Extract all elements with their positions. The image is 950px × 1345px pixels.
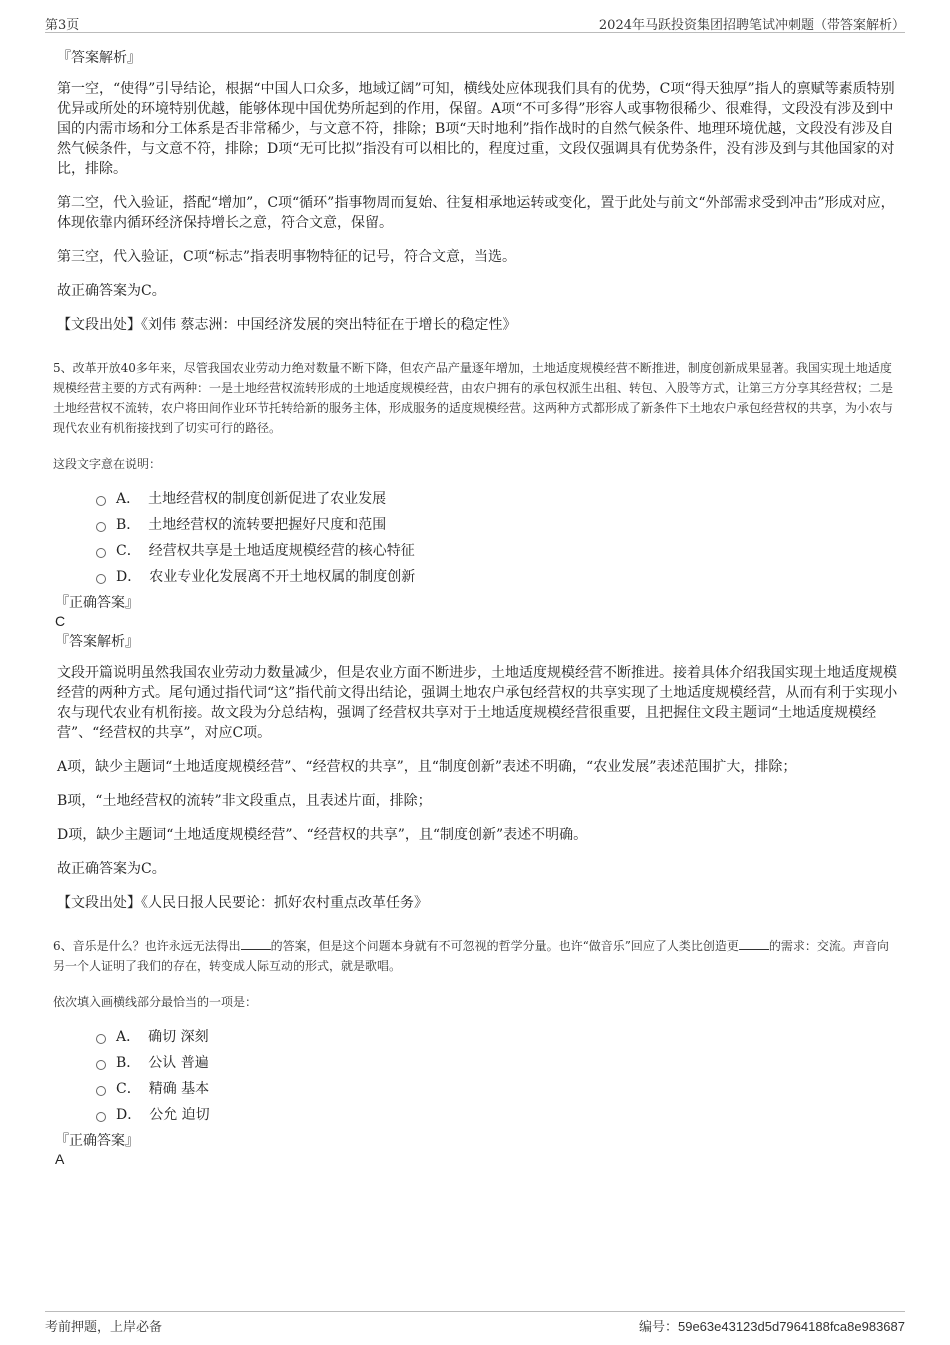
document-title: 2024年马跃投资集团招聘笔试冲刺题（带答案解析） — [598, 18, 905, 33]
code-label: 编号： — [638, 1320, 678, 1335]
fill-blank — [739, 937, 769, 950]
option-text: 经营权共享是土地适度规模经营的核心特征 — [148, 543, 415, 559]
radio-button[interactable] — [96, 1034, 106, 1044]
q4-conclusion: 故正确答案为C。 — [57, 283, 166, 299]
q6-stem-part: 的答案，但是这个问题本身就有不可忽视的哲学分量。也许“做音乐”回应了人类比创造更 — [270, 939, 739, 953]
q6-option-a[interactable] — [96, 1024, 905, 1050]
q6-option-c[interactable] — [96, 1076, 905, 1102]
option-text: 确切 深刻 — [148, 1029, 209, 1045]
q5-options — [96, 486, 905, 590]
radio-button[interactable] — [96, 1086, 106, 1096]
q6-options — [96, 1024, 905, 1128]
radio-button[interactable] — [96, 522, 106, 532]
option-letter: D． — [116, 569, 142, 585]
option-text: 农业专业化发展离不开土地权属的制度创新 — [149, 569, 416, 585]
page-number: 第3页 — [45, 18, 80, 33]
q5-option-c[interactable] — [96, 538, 905, 564]
q6-option-d[interactable] — [96, 1102, 905, 1128]
q4-analysis-paragraph: 第一空，“使得”引导结论，根据“中国人口众多，地域辽阔”可知，横线处应体现我们具有的优势，C项“得天独厚”指人的禀赋等素质特别优异或所处的环境特别优越，能够体现中国优势所起到的作用，保留。A项“不可多得”形容人或事物很稀少、很难得，文段没有涉及到中国的内需市场和分工体系是否非常稀少，与文意不符，排除；B项“天时地利”指作战时的自然气候条件、地理环境优越，文段没有涉及自然气候条件，与文意不符，排除；D项“无可比拟”指没有可以相比的，程度过重，文段仅强调具有优势条件，没有涉及到与其他国家的对比，排除。 — [57, 81, 895, 177]
q5-conclusion: 故正确答案为C。 — [57, 861, 166, 877]
q6-stem — [53, 936, 898, 976]
q5-answer-label: 『正确答案』 — [55, 595, 139, 611]
code-value: 59e63e43123d5d7964188fca8e983687 — [677, 1319, 905, 1334]
page-header — [45, 12, 905, 33]
q5-analysis-paragraph: 文段开篇说明虽然我国农业劳动力数量减少，但是农业方面不断进步，土地适度规模经营不断推进。接着具体介绍我国实现土地适度规模经营的两种方式。尾句通过指代词“这”指代前文得出结论，强调土地农户承包经营权的共享实现了土地适度规模经营，从而有利于实现小农与现代农业有机衔接。故文段为分总结构，强调了经营权共享对于土地适度规模经营很重要，且把握住文段主题词“土地适度规模经营”、“经营权的共享”，对应C项。 — [57, 665, 898, 741]
radio-button[interactable] — [96, 548, 106, 558]
option-text: 土地经营权的制度创新促进了农业发展 — [148, 491, 387, 507]
option-letter: B． — [116, 1055, 141, 1071]
q5-prompt: 这段文字意在说明： — [53, 457, 162, 471]
option-letter: A． — [116, 1029, 141, 1045]
radio-button[interactable] — [96, 1112, 106, 1122]
option-letter: C． — [116, 543, 141, 559]
option-text: 公认 普遍 — [148, 1055, 209, 1071]
option-letter: D． — [116, 1107, 142, 1123]
option-letter: A． — [116, 491, 141, 507]
fill-blank — [241, 937, 271, 950]
option-text: 公允 迫切 — [149, 1107, 210, 1123]
page-footer — [45, 1311, 905, 1336]
q5-answer: C — [55, 613, 66, 629]
option-letter: B． — [116, 517, 141, 533]
q5-stem: 5、改革开放40多年来，尽管我国农业劳动力绝对数量不断下降，但农产品产量逐年增加，土地适度规模经营不断推进，制度创新成果显著。我国实现土地适度规模经营主要的方式有两种：一是土地经营权流转形成的土地适度规模经营，由农户拥有的承包权派生出租、转包、入股等方式，让第三方分享其经营权；二是土地经营权不流转，农户将田间作业环节托转给新的服务主体，形成服务的适度规模经营。这两种方式都形成了新条件下土地农户承包经营权的共享，为小农与现代农业有机衔接找到了切实可行的路径。 — [53, 361, 894, 435]
radio-button[interactable] — [96, 1060, 106, 1070]
q5-option-a[interactable] — [96, 486, 905, 512]
q6-stem-part: 6、音乐是什么？也许永远无法得出 — [53, 939, 241, 953]
q6-prompt: 依次填入画横线部分最恰当的一项是： — [53, 995, 258, 1009]
option-letter: C． — [116, 1081, 141, 1097]
q4-analysis-paragraph: 第二空，代入验证，搭配“增加”，C项“循环”指事物周而复始、往复相承地运转或变化，置于此处与前文“外部需求受到冲击”形成对应，体现依靠内循环经济保持增长之意，符合文意，保留。 — [57, 195, 895, 231]
q5-analysis-paragraph: A项，缺少主题词“土地适度规模经营”、“经营权的共享”，且“制度创新”表述不明确，“农业发展”表述范围扩大，排除； — [57, 759, 797, 775]
radio-button[interactable] — [96, 496, 106, 506]
footer-slogan: 考前押题，上岸必备 — [45, 1320, 163, 1335]
q5-option-b[interactable] — [96, 512, 905, 538]
q4-analysis-paragraph: 第三空，代入验证，C项“标志”指表明事物特征的记号，符合文意，当选。 — [57, 249, 517, 265]
q6-stem-part: 的需求：交流。声音向另一个人证明了我们的存在，转变成人际互动的形式，就是歌唱。 — [53, 939, 889, 973]
q6-answer-label: 『正确答案』 — [55, 1133, 139, 1149]
document-body — [53, 48, 905, 1168]
q4-analysis-label: 『答案解析』 — [57, 50, 141, 66]
q6-answer: A — [55, 1151, 65, 1167]
radio-button[interactable] — [96, 574, 106, 584]
q5-analysis-label: 『答案解析』 — [55, 634, 139, 650]
document-code — [639, 1316, 905, 1335]
q5-analysis-paragraph: D项，缺少主题词“土地适度规模经营”、“经营权的共享”，且“制度创新”表述不明确。 — [57, 827, 588, 843]
q5-analysis-paragraph: B项，“土地经营权的流转”非文段重点，且表述片面，排除； — [57, 793, 432, 809]
q5-option-d[interactable] — [96, 564, 905, 590]
q6-option-b[interactable] — [96, 1050, 905, 1076]
q5-source: 【文段出处】《人民日报人民要论：抓好农村重点改革任务》 — [57, 895, 428, 911]
q4-source: 【文段出处】《刘伟 蔡志洲：中国经济发展的突出特征在于增长的稳定性》 — [57, 317, 517, 333]
option-text: 土地经营权的流转要把握好尺度和范围 — [148, 517, 387, 533]
option-text: 精确 基本 — [148, 1081, 210, 1097]
